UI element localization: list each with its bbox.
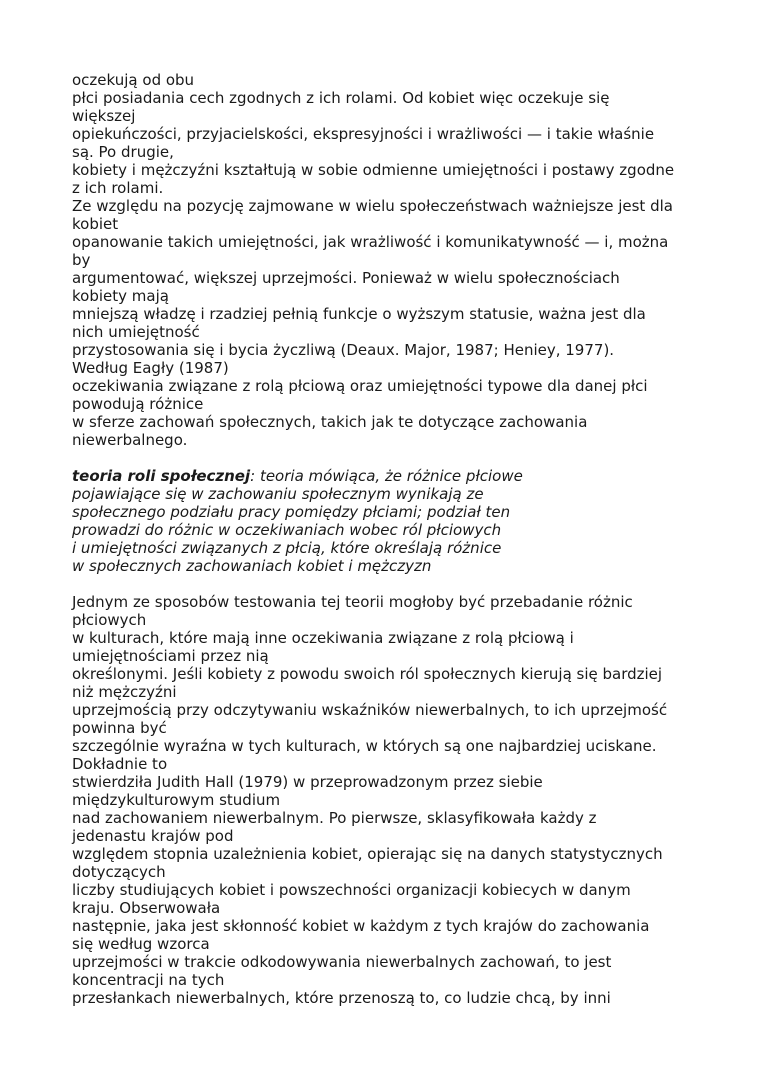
definition-term: teoria roli społecznej	[72, 467, 251, 485]
text-line: szczególnie wyraźna w tych kulturach, w których są one najbardziej uciskane.	[72, 737, 657, 755]
text-line: Ze względu na pozycję zajmowane w wielu społeczeństwach ważniejsze jest dla	[72, 197, 673, 215]
text-line: przesłankach niewerbalnych, które przenoszą to, co ludzie chcą, by inni	[72, 989, 611, 1007]
definition-line: w społecznych zachowaniach kobiet i mężczyzn	[72, 557, 432, 575]
text-line: oczekują od obu	[72, 71, 195, 89]
text-line: Dokładnie to	[72, 755, 168, 773]
paragraph-cross-cultural-study	[72, 593, 712, 1007]
text-line: przystosowania się i bycia życzliwą (Deaux. Major, 1987; Heniey, 1977).	[72, 341, 615, 359]
text-line: dotyczących	[72, 863, 166, 881]
definition-line: społecznego podziału pracy pomiędzy płciami; podział ten	[72, 503, 511, 521]
text-line: względem stopnia uzależnienia kobiet, opierając się na danych statystycznych	[72, 845, 663, 863]
text-line: by	[72, 251, 91, 269]
text-line: opiekuńczości, przyjacielskości, ekspresyjności i wrażliwości — i takie właśnie	[72, 125, 655, 143]
definition-box-social-role-theory	[72, 467, 712, 575]
text-line: uprzejmością przy odczytywaniu wskaźników niewerbalnych, to ich uprzejmość	[72, 701, 668, 719]
text-line: liczby studiujących kobiet i powszechności organizacji kobiecych w danym	[72, 881, 631, 899]
text-line: niewerbalnego.	[72, 431, 188, 449]
text-line: nich umiejętność	[72, 323, 200, 341]
text-line: się według wzorca	[72, 935, 210, 953]
paragraph-gender-roles	[72, 71, 712, 449]
text-line: określonymi. Jeśli kobiety z powodu swoich ról społecznych kierują się bardziej	[72, 665, 663, 683]
text-line: następnie, jaka jest skłonność kobiet w każdym z tych krajów do zachowania	[72, 917, 650, 935]
paragraph-spacer	[72, 449, 712, 467]
text-line: umiejętnościami przez nią	[72, 647, 269, 665]
text-line: w kulturach, które mają inne oczekiwania związane z rolą płciową i	[72, 629, 574, 647]
text-line: kobiety mają	[72, 287, 169, 305]
definition-line: i umiejętności związanych z płcią, które określają różnice	[72, 539, 502, 557]
text-line: kobiety i mężczyźni kształtują w sobie odmienne umiejętności i postawy zgodne	[72, 161, 675, 179]
text-line: powinna być	[72, 719, 167, 737]
text-line: nad zachowaniem niewerbalnym. Po pierwsze, sklasyfikowała każdy z	[72, 809, 597, 827]
paragraph-spacer	[72, 575, 712, 593]
text-line: Jednym ze sposobów testowania tej teorii mogłoby być przebadanie różnic	[72, 593, 633, 611]
text-line: argumentować, większej uprzejmości. Ponieważ w wielu społecznościach	[72, 269, 620, 287]
text-line: oczekiwania związane z rolą płciową oraz umiejętności typowe dla danej płci	[72, 377, 648, 395]
text-line: stwierdziła Judith Hall (1979) w przeprowadzonym przez siebie	[72, 773, 543, 791]
definition-first-line-rest: : teoria mówiąca, że różnice płciowe	[250, 467, 523, 485]
definition-first-line	[72, 467, 712, 485]
definition-line: pojawiające się w zachowaniu społecznym wynikają ze	[72, 485, 484, 503]
text-line: jedenastu krajów pod	[72, 827, 234, 845]
text-line: płci posiadania cech zgodnych z ich rolami. Od kobiet więc oczekuje się	[72, 89, 610, 107]
text-line: mniejszą władzę i rzadziej pełnią funkcje o wyższym statusie, ważna jest dla	[72, 305, 646, 323]
text-line: są. Po drugie,	[72, 143, 174, 161]
definition-line: prowadzi do różnic w oczekiwaniach wobec ról płciowych	[72, 521, 502, 539]
text-line: większej	[72, 107, 136, 125]
text-line: z ich rolami.	[72, 179, 164, 197]
text-line: opanowanie takich umiejętności, jak wrażliwość i komunikatywność — i, można	[72, 233, 669, 251]
text-line: powodują różnice	[72, 395, 204, 413]
text-line: kraju. Obserwowała	[72, 899, 221, 917]
text-line: kobiet	[72, 215, 119, 233]
text-line: uprzejmości w trakcie odkodowywania niewerbalnych zachowań, to jest	[72, 953, 612, 971]
document-page	[72, 71, 712, 1007]
text-line: niż mężczyźni	[72, 683, 177, 701]
text-line: międzykulturowym studium	[72, 791, 281, 809]
text-line: płciowych	[72, 611, 147, 629]
text-line: koncentracji na tych	[72, 971, 225, 989]
text-line: Według Eagły (1987)	[72, 359, 229, 377]
text-line: w sferze zachowań społecznych, takich jak te dotyczące zachowania	[72, 413, 588, 431]
